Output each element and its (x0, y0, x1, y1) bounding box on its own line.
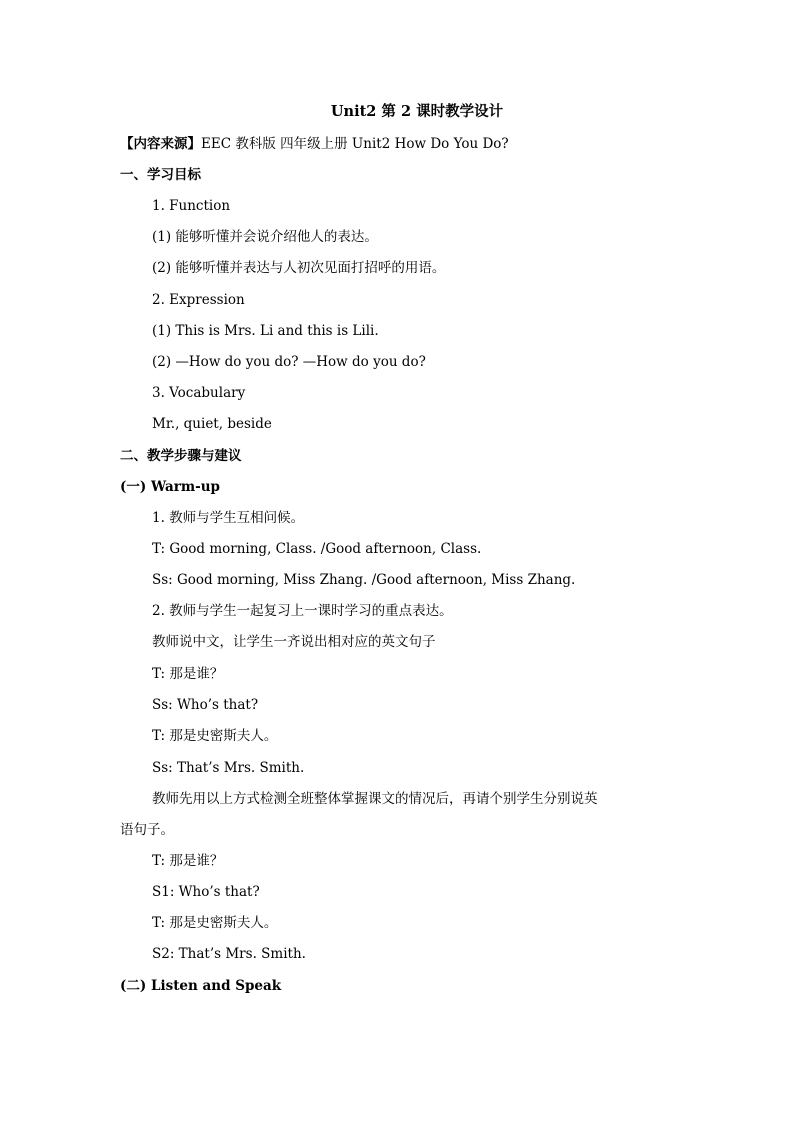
objective-line: 3. Vocabulary (152, 385, 246, 401)
objective-line: 1. Function (152, 198, 231, 214)
section-heading-objectives: 一、学习目标 (120, 167, 201, 183)
step-line: Ss: Good morning, Miss Zhang. /Good afternoon, Miss Zhang. (152, 572, 576, 588)
objective-line: (2) 能够听懂并表达与人初次见面打招呼的用语。 (152, 260, 446, 276)
step-line: 1. 教师与学生互相问候。 (152, 510, 305, 526)
objective-line: (1) 能够听懂并会说介绍他人的表达。 (152, 229, 378, 245)
step-line: Ss: Who’s that? (152, 697, 259, 713)
step-line: S1: Who’s that? (152, 884, 260, 900)
step-line: T: 那是史密斯夫人。 (152, 915, 278, 931)
step-line: Ss: That’s Mrs. Smith. (152, 760, 305, 776)
paragraph-line: 教师先用以上方式检测全班整体掌握课文的情况后，再请个别学生分别说英 (152, 791, 598, 807)
objective-line: (1) This is Mrs. Li and this is Lili. (152, 323, 379, 339)
paragraph-line-cont: 语句子。 (120, 822, 174, 838)
content-source-text: EEC 教科版 四年级上册 Unit2 How Do You Do? (201, 136, 509, 152)
subsection-heading-listen-speak: (二) Listen and Speak (120, 978, 282, 994)
step-line: T: 那是史密斯夫人。 (152, 728, 278, 744)
step-line: T: Good morning, Class. /Good afternoon, Class. (152, 541, 482, 557)
step-line: 2. 教师与学生一起复习上一课时学习的重点表达。 (152, 603, 453, 619)
content-source-label: 【内容来源】 (120, 136, 201, 152)
step-line: T: 那是谁？ (152, 666, 224, 682)
content-source (120, 134, 509, 154)
objective-line: Mr., quiet, beside (152, 416, 272, 432)
step-line: 教师说中文，让学生一齐说出相对应的英文句子 (152, 634, 436, 650)
subsection-heading-warmup: (一) Warm-up (120, 479, 220, 495)
objective-line: 2. Expression (152, 292, 245, 308)
objective-line: (2) —How do you do? —How do you do? (152, 354, 426, 370)
page-title: Unit2 第 2 课时教学设计 (330, 103, 504, 120)
step-line: T: 那是谁？ (152, 853, 224, 869)
section-heading-steps: 二、教学步骤与建议 (120, 448, 242, 464)
step-line: S2: That’s Mrs. Smith. (152, 946, 306, 962)
